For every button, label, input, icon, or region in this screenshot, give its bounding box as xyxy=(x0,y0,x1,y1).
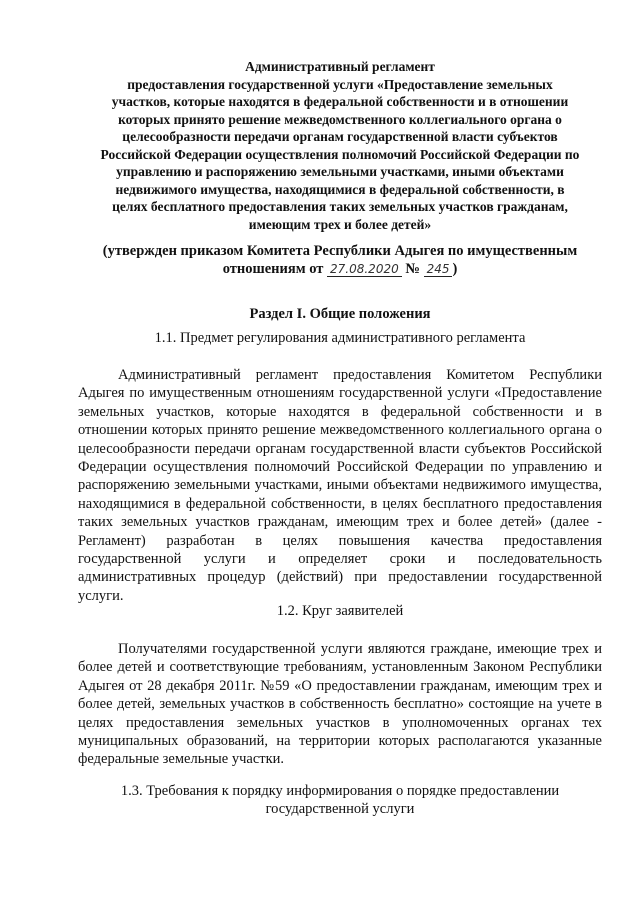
approval-line: (утвержден приказом Комитета Республики Адыгея по имущественным xyxy=(102,243,578,259)
section-heading: Раздел I. Общие положения xyxy=(249,306,431,322)
title-line: предоставления государственной услуги «Предоставление земельных xyxy=(127,76,553,92)
title-line: имеющим трех и более детей» xyxy=(248,216,432,232)
title-line: целях бесплатного предоставления таких земельных участков гражданам, xyxy=(112,199,568,214)
document-title xyxy=(60,58,620,233)
subsection-heading-1-2: 1.2. Круг заявителей xyxy=(276,603,404,619)
subsection-heading-line: государственной услуги xyxy=(265,801,415,817)
approval-prefix: отношениям от xyxy=(222,261,328,277)
title-line: целесообразности передачи органам государственной власти субъектов xyxy=(122,129,558,144)
title-line: участков, которые находятся в федеральной собственности и в отношении xyxy=(111,94,569,109)
approval-note xyxy=(80,242,600,278)
title-line: управлению и распоряжению земельными участками, иными объектами xyxy=(116,164,564,179)
title-line: недвижимого имущества, находящимися в федеральной собственности, в xyxy=(115,181,565,197)
approval-number-label: № xyxy=(401,261,424,277)
approval-date: 27.08.2020 xyxy=(327,263,402,277)
subsection-heading-line: 1.3. Требования к порядку информирования о порядке предоставлении xyxy=(120,783,560,799)
approval-number: 245 xyxy=(424,263,453,277)
paragraph-1: Административный регламент предоставления Комитетом Республики Адыгея по имущественным отношениям государственной услуги «Предоставление земельных участков, которые находятся в федеральной собственности и в отношении которых принято решение межведомственного коллегиального органа о целесообразности передачи органам государственной власти субъектов Российской Федерации осуществления полномочий Российской Федерации по управлению и распоряжению земельными участками, иными объектами недвижимого имущества, находящимися в федеральной собственности, в целях бесплатного предоставления таких земельных участков гражданам, имеющим трех и более детей» (далее - Регламент) разработан в целях повышения качества предоставления государственной услуги и определяет сроки и последовательность административных процедур (действий) при предоставлении государственной услуги. xyxy=(78,367,602,604)
approval-line-2 xyxy=(80,260,600,278)
approval-close: ) xyxy=(452,261,458,277)
paragraph-2: Получателями государственной услуги являются граждане, имеющие трех и более детей и соответствующие требованиям, установленным Законом Республики Адыгея от 28 декабря 2011г. №59 «О предоставлении гражданам, имеющим трех и более детей, земельных участков в собственность бесплатно» состоящие на учете в целях предоставления земельных участков в уполномоченных органах тех муниципальных образований, на территории которых располагаются указанные федеральные земельные участки. xyxy=(78,641,602,768)
subsection-heading-1-3 xyxy=(60,782,620,818)
subsection-heading-1-1: 1.1. Предмет регулирования административного регламента xyxy=(154,330,526,346)
title-line: которых принято решение межведомственного коллегиального органа о xyxy=(118,111,562,127)
title-line: Административный регламент xyxy=(245,59,435,74)
title-line: Российской Федерации осуществления полномочий Российской Федерации по xyxy=(100,146,580,162)
